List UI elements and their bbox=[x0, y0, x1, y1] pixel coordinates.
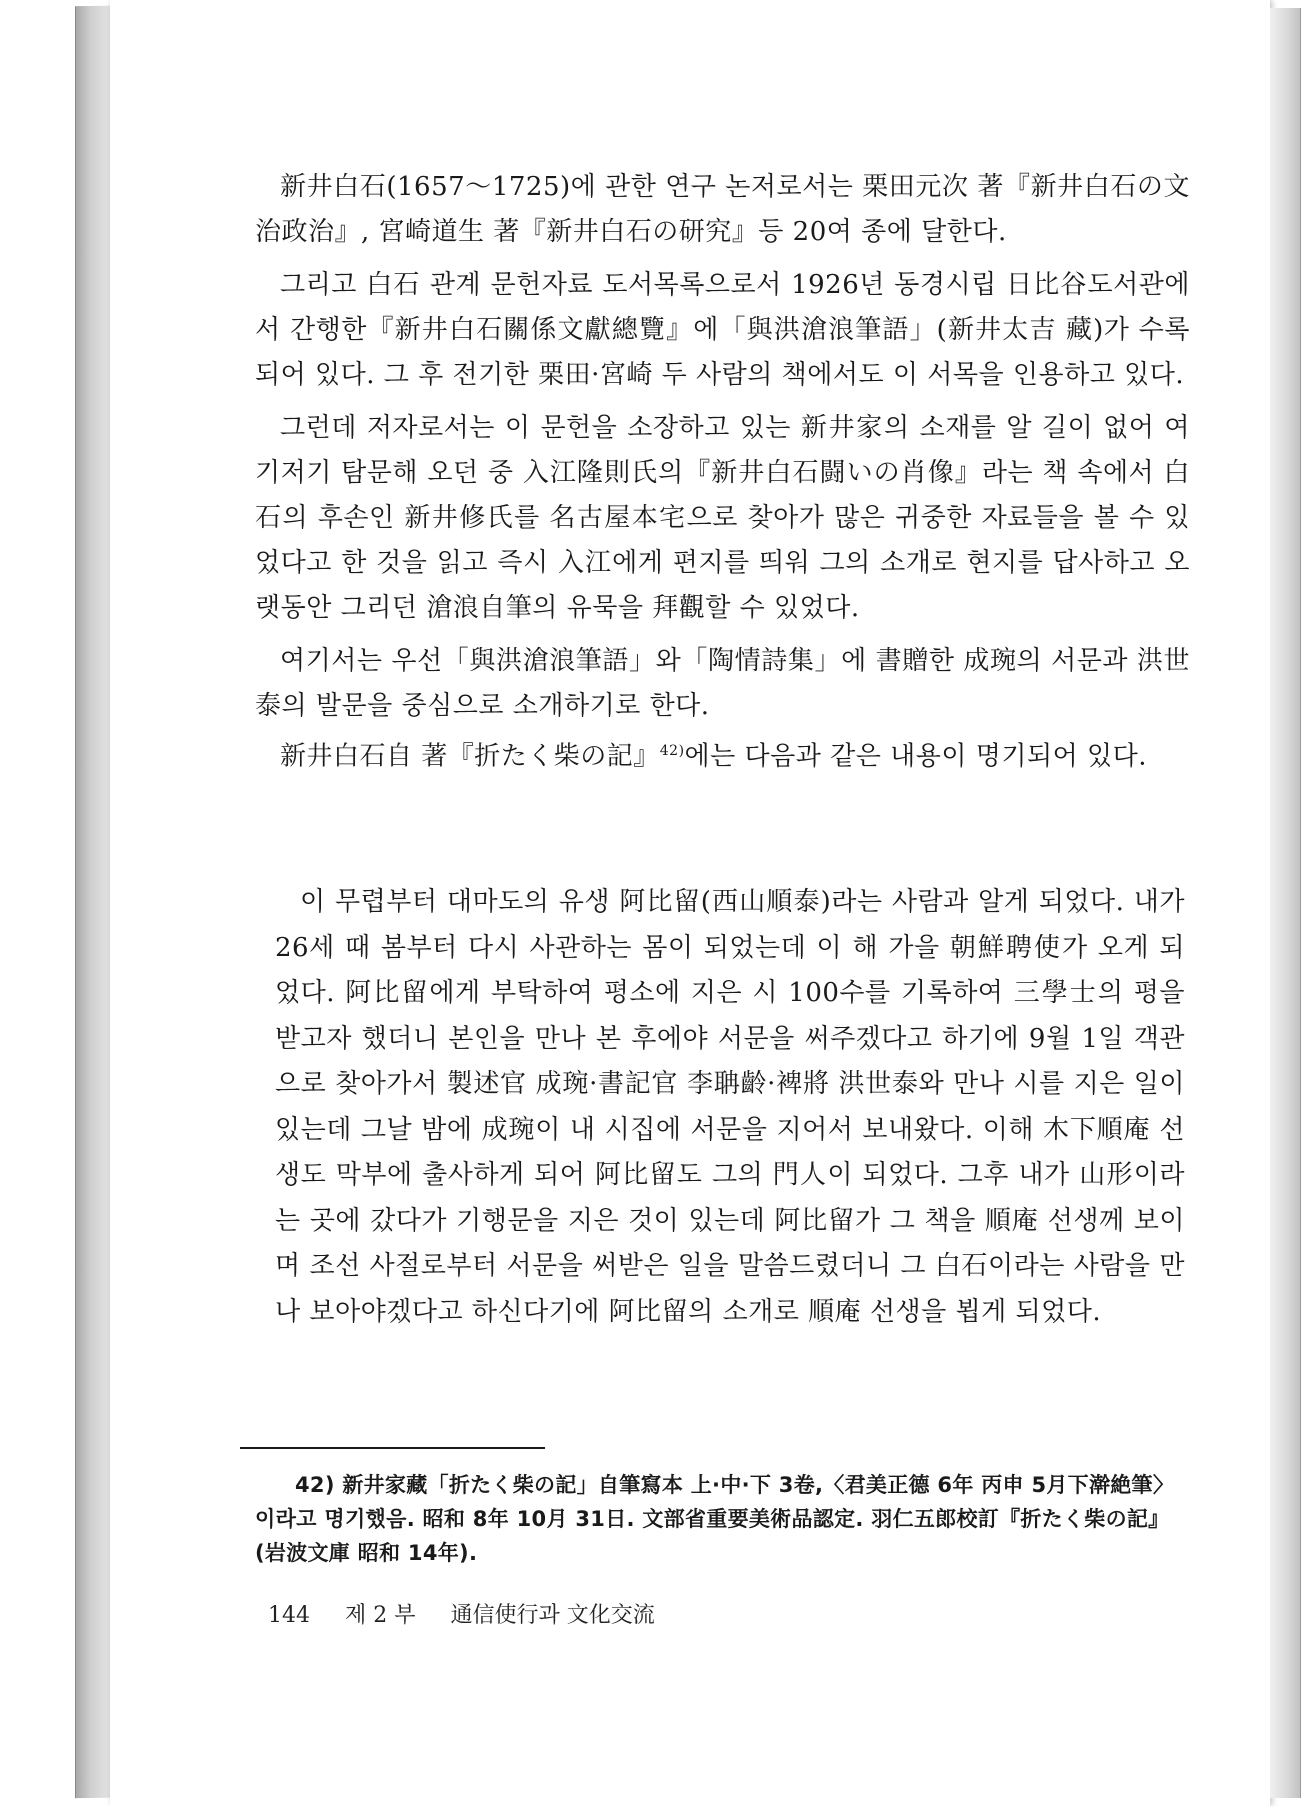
main-text bbox=[255, 165, 1190, 780]
footnote-reference: 42) bbox=[659, 743, 685, 759]
paragraph-5 bbox=[255, 729, 1190, 780]
paragraph-5-after: 에는 다음과 같은 내용이 명기되어 있다. bbox=[684, 741, 1147, 772]
quote-text: 이 무렵부터 대마도의 유생 阿比留(西山順泰)라는 사람과 알게 되었다. 내가 26세 때 봄부터 다시 사관하는 몸이 되었는데 이 해 가을 朝鮮聘使가 오게 되었다. 阿比留에게 부탁하여 평소에 지은 시 100수를 기록하여 三學士의 평을 받고자 했더니 본인을 만나 본 후에야 서문을 써주겠다고 하기에 9월 1일 객관으로 찾아가서 製述官 成琬·書記官 李聃齡·裨將 洪世泰와 만나 시를 지은 일이 있는데 그날 밤에 成琬이 내 시집에 서문을 지어서 보내왔다. 이해 木下順庵 선생도 막부에 출사하게 되어 阿比留도 그의 門人이 되었다. 그후 내가 山形이라는 곳에 갔다가 기행문을 지은 것이 있는데 阿比留가 그 책을 順庵 선생께 보이며 조선 사절로부터 서문을 써받은 일을 말씀드렸더니 그 白石이라는 사람을 만나 보아야겠다고 하신다기에 阿比留의 소개로 順庵 선생을 뵙게 되었다. bbox=[275, 887, 1185, 1327]
paragraph-4: 여기서는 우선「與洪滄浪筆語」와「陶情詩集」에 書贈한 成琬의 서문과 洪世泰의 발문을 중심으로 소개하기로 한다. bbox=[255, 646, 1190, 721]
book-page-edge bbox=[1270, 8, 1301, 1798]
paragraph-1: 新井白石(1657～1725)에 관한 연구 논저로서는 栗田元次 著『新井白石の文治政治』, 宮崎道生 著『新井白石の研究』등 20여 종에 달한다. bbox=[255, 172, 1190, 247]
book-spine-edge bbox=[75, 6, 112, 1798]
paragraph-2: 그리고 白石 관계 문헌자료 도서목록으로서 1926년 동경시립 日比谷도서관에서 간행한『新井白石關係文獻總覽』에「與洪滄浪筆語」(新井太吉 藏)가 수록되어 있다. 그 후 전기한 栗田·宮崎 두 사람의 책에서도 이 서목을 인용하고 있다. bbox=[255, 270, 1190, 390]
page-footer bbox=[268, 1598, 683, 1629]
chapter-title: 通信使行과 文化交流 bbox=[450, 1603, 655, 1628]
block-quote bbox=[275, 880, 1185, 1335]
footnote-divider bbox=[240, 1447, 545, 1449]
paragraph-5-before: 新井白石自 著『折たく柴の記』 bbox=[280, 741, 660, 772]
footnote-42: 42) 新井家藏「折たく柴の記」自筆寫本 上·中·下 3卷,〈君美正德 6年 丙申 5月下澣絶筆〉이라고 명기했음. 昭和 8年 10月 31日. 文部省重要美術品認定. 羽仁五郎校訂『折たく柴の記』(岩波文庫 昭和 14年). bbox=[255, 1473, 1175, 1565]
page-number: 144 bbox=[268, 1603, 310, 1628]
paragraph-3: 그런데 저자로서는 이 문헌을 소장하고 있는 新井家의 소재를 알 길이 없어 여기저기 탐문해 오던 중 入江隆則氏의『新井白石闘いの肖像』라는 책 속에서 白石의 후손인 新井修氏를 名古屋本宅으로 찾아가 많은 귀중한 자료들을 볼 수 있었다고 한 것을 읽고 즉시 入江에게 편지를 띄워 그의 소개로 현지를 답사하고 오랫동안 그리던 滄浪自筆의 유묵을 拜觀할 수 있었다. bbox=[255, 413, 1190, 623]
part-title: 제 2 부 bbox=[345, 1603, 416, 1628]
